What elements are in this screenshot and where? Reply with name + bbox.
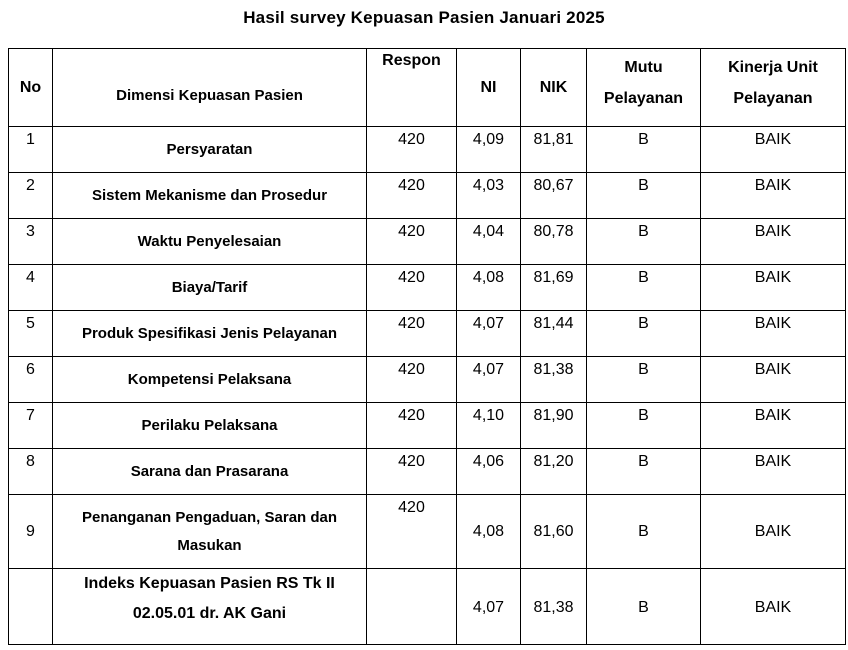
row-mutu: B [587,127,701,173]
row-respon: 420 [367,357,457,403]
row-dimensi: Waktu Penyelesaian [53,219,367,265]
summary-row [9,569,846,645]
table-row [9,311,846,357]
row-respon: 420 [367,265,457,311]
row-dimensi-line2: Masukan [177,536,242,554]
row-kinerja: BAIK [701,403,846,449]
row-kinerja: BAIK [701,311,846,357]
row-no: 9 [9,495,53,569]
row-kinerja: BAIK [701,127,846,173]
row-respon: 420 [367,449,457,495]
row-no: 7 [9,403,53,449]
row-ni: 4,07 [457,311,521,357]
row-ni: 4,06 [457,449,521,495]
row-no: 2 [9,173,53,219]
row-dimensi: Perilaku Pelaksana [53,403,367,449]
row-ni: 4,04 [457,219,521,265]
summary-label [53,569,367,645]
summary-label-line2: 02.05.01 dr. AK Gani [132,605,287,622]
summary-kinerja: BAIK [701,569,846,645]
row-nik: 81,69 [521,265,587,311]
summary-mutu: B [587,569,701,645]
row-nik: 80,78 [521,219,587,265]
table-row [9,127,846,173]
row-no: 8 [9,449,53,495]
table-row [9,265,846,311]
header-kinerja-line1: Kinerja Unit [728,59,818,76]
row-mutu: B [587,495,701,569]
row-kinerja: BAIK [701,173,846,219]
row-kinerja: BAIK [701,265,846,311]
summary-nik: 81,38 [521,569,587,645]
row-mutu: B [587,173,701,219]
table-row [9,173,846,219]
row-ni: 4,10 [457,403,521,449]
header-respon: Respon [367,49,457,127]
row-nik: 80,67 [521,173,587,219]
header-kinerja [701,49,846,127]
header-mutu [587,49,701,127]
row-nik: 81,60 [521,495,587,569]
header-nik: NIK [521,49,587,127]
row-dimensi: Sarana dan Prasarana [53,449,367,495]
row-kinerja: BAIK [701,495,846,569]
row-ni: 4,03 [457,173,521,219]
row-mutu: B [587,449,701,495]
row-no: 5 [9,311,53,357]
document-title: Hasil survey Kepuasan Pasien Januari 2025 [243,8,605,27]
table-row [9,357,846,403]
row-respon: 420 [367,173,457,219]
row-kinerja: BAIK [701,357,846,403]
summary-label-line1: Indeks Kepuasan Pasien RS Tk II [84,575,335,592]
header-dimensi: Dimensi Kepuasan Pasien [53,49,367,127]
row-dimensi-line1: Penanganan Pengaduan, Saran dan [81,508,338,526]
row-dimensi: Produk Spesifikasi Jenis Pelayanan [53,311,367,357]
row-dimensi: Kompetensi Pelaksana [53,357,367,403]
table-row [9,449,846,495]
row-ni: 4,08 [457,495,521,569]
row-dimensi: Biaya/Tarif [53,265,367,311]
row-mutu: B [587,219,701,265]
row-kinerja: BAIK [701,449,846,495]
row-dimensi: Persyaratan [53,127,367,173]
row-ni: 4,09 [457,127,521,173]
header-kinerja-line2: Pelayanan [733,90,813,107]
row-nik: 81,44 [521,311,587,357]
row-ni: 4,07 [457,357,521,403]
row-respon: 420 [367,311,457,357]
row-ni: 4,08 [457,265,521,311]
row-nik: 81,81 [521,127,587,173]
row-nik: 81,90 [521,403,587,449]
header-mutu-line1: Mutu [624,59,663,76]
row-mutu: B [587,265,701,311]
row-no: 6 [9,357,53,403]
row-respon: 420 [367,219,457,265]
row-mutu: B [587,403,701,449]
row-nik: 81,38 [521,357,587,403]
row-respon: 420 [367,127,457,173]
summary-respon-empty [367,569,457,645]
row-respon: 420 [367,403,457,449]
row-respon: 420 [367,495,457,569]
header-row [9,49,846,127]
table-row [9,219,846,265]
header-no: No [9,49,53,127]
row-mutu: B [587,357,701,403]
survey-table [8,48,846,645]
row-mutu: B [587,311,701,357]
summary-ni: 4,07 [457,569,521,645]
row-kinerja: BAIK [701,219,846,265]
header-mutu-line2: Pelayanan [603,90,684,107]
row-dimensi [53,495,367,569]
row-no: 1 [9,127,53,173]
row-nik: 81,20 [521,449,587,495]
summary-no-empty [9,569,53,645]
row-no: 4 [9,265,53,311]
row-no: 3 [9,219,53,265]
header-ni: NI [457,49,521,127]
row-dimensi: Sistem Mekanisme dan Prosedur [53,173,367,219]
table-row [9,403,846,449]
table-row [9,495,846,569]
